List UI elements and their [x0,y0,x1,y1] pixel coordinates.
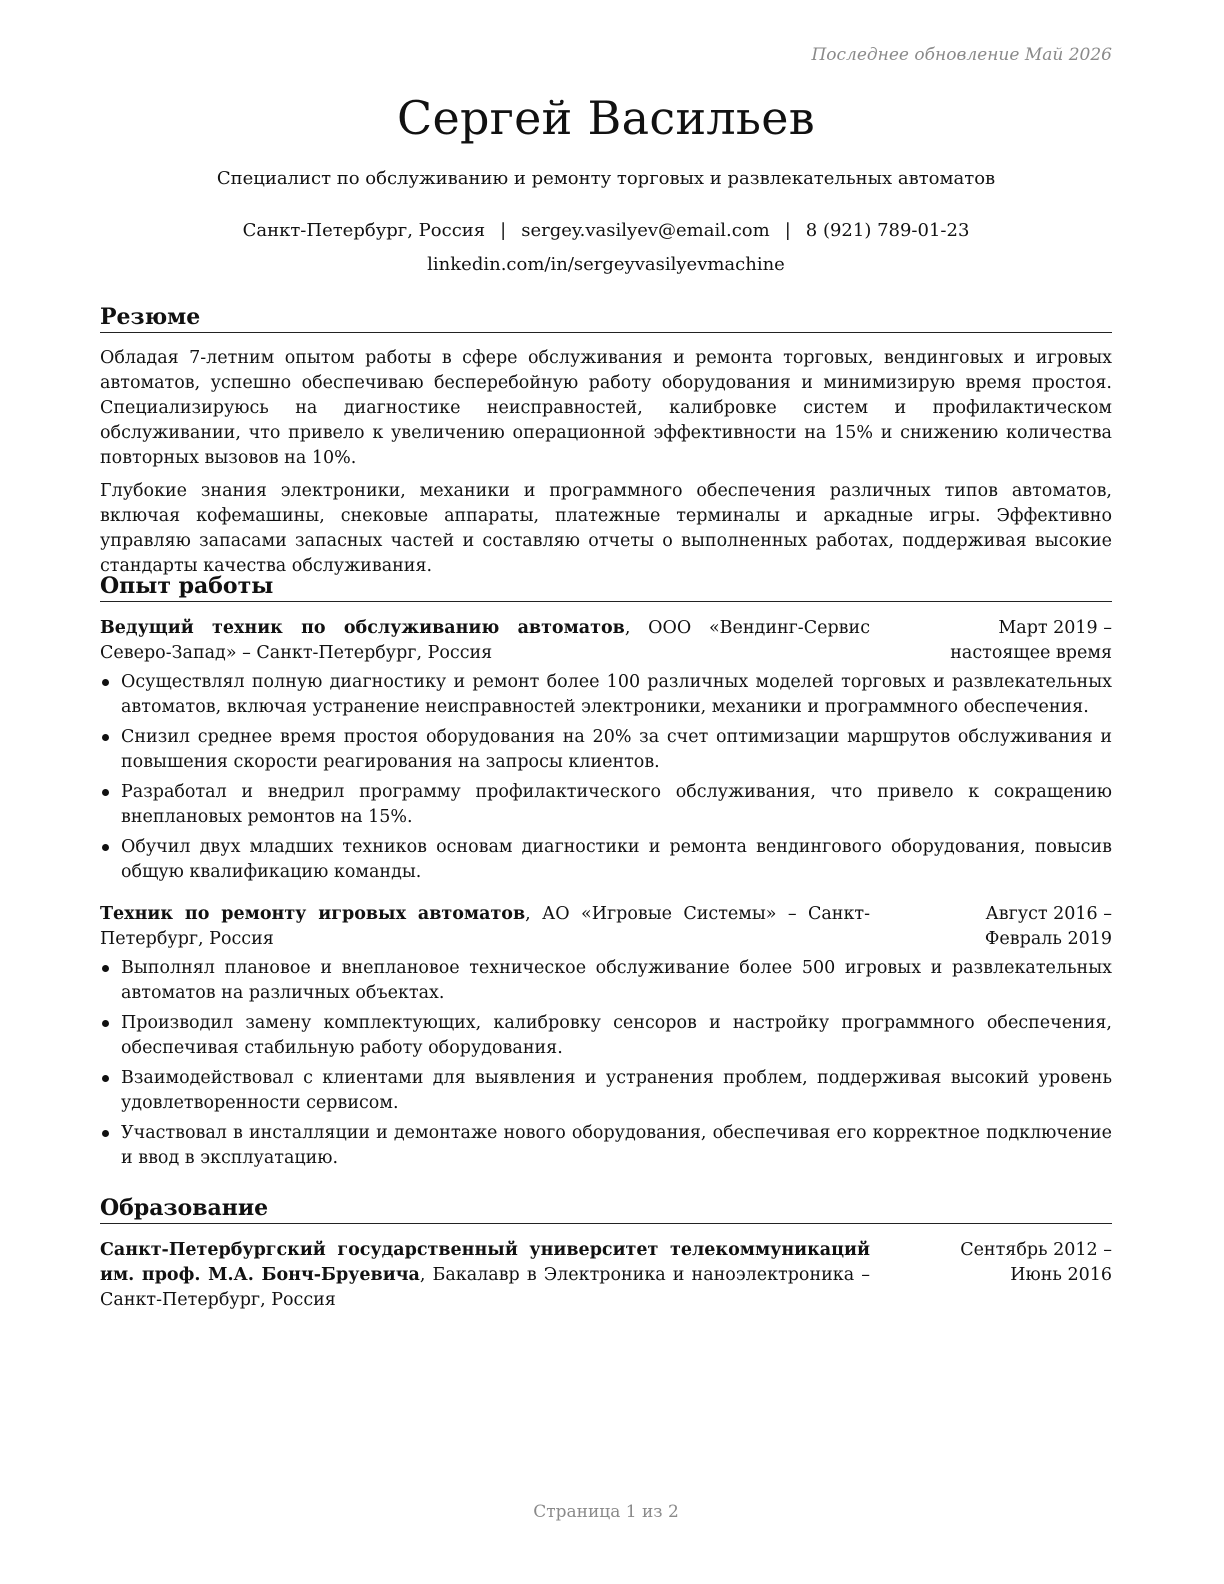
contact-location: Санкт-Петербург, Россия [242,220,486,241]
bullet-text: Производил замену комплектующих, калибровку сенсоров и настройку программного обеспечения, обеспечивая стабильную работу оборудования. [121,1013,1112,1058]
list-item [100,725,1112,775]
summary-paragraph: Глубокие знания электроники, механики и программного обеспечения различных типов автоматов, включая кофемашины, снековые аппараты, платежные терминалы и аркадные игры. Эффективно управляю запасами запасных частей и составляю отчеты о выполненных работах, поддерживая высокие стандарты качества обслуживания. [100,481,1112,576]
job-bullets [100,956,1112,1171]
job-title-line [100,902,870,952]
bullet-icon [102,679,109,686]
education-section [100,1195,1112,1313]
bullet-icon [102,1075,109,1082]
contact-separator: | [784,220,791,241]
contact-line [100,219,1112,243]
bullet-text: Снизил среднее время простоя оборудования на 20% за счет оптимизации маршрутов обслуживания и повышения скорости реагирования на запросы клиентов. [121,727,1112,772]
bullet-icon [102,1130,109,1137]
job-position: Техник по ремонту игровых автоматов [100,904,526,924]
summary-section [100,304,1112,579]
bullet-icon [102,789,109,796]
list-item [100,1066,1112,1116]
section-title-summary: Резюме [100,304,1112,333]
job-company: , ООО «Вендинг-Сервис Северо-Запад» – Санкт-Петербург, Россия [100,618,870,663]
bullet-icon [102,844,109,851]
candidate-name: Сергей Васильев [396,91,815,145]
last-updated: Последнее обновление Май 2026 [811,45,1112,65]
bullet-text: Разработал и внедрил программу профилактического обслуживания, что привело к сокращению внеплановых ремонтов на 15%. [121,782,1112,827]
list-item [100,1011,1112,1061]
job-entry [100,902,1112,1171]
contact-separator: | [500,220,507,241]
job-company: , АО «Игровые Системы» – Санкт-Петербург, Россия [100,904,870,949]
resume-page [100,0,1112,1584]
bullet-text: Обучил двух младших техников основам диагностики и ремонта вендингового оборудования, повысив общую квалификацию команды. [121,837,1112,882]
bullet-icon [102,734,109,741]
contact-linkedin[interactable]: linkedin.com/in/sergeyvasilyevmachine [427,254,785,275]
bullet-icon [102,965,109,972]
bullet-text: Осуществлял полную диагностику и ремонт более 100 различных моделей торговых и развлекательных автоматов, включая устранение неисправностей электроники, механики и программного обеспечения. [121,672,1112,717]
job-bullets [100,670,1112,885]
job-dates: Август 2016 – Февраль 2019 [984,904,1112,949]
bullet-text: Участвовал в инсталляции и демонтаже нового оборудования, обеспечивая его корректное подключение и ввод в эксплуатацию. [121,1123,1112,1168]
section-title-experience: Опыт работы [100,573,1112,602]
job-header [100,902,1112,952]
list-item [100,780,1112,830]
education-dates: Сентябрь 2012 – Июнь 2016 [960,1240,1112,1285]
job-entry [100,616,1112,885]
contact-phone: 8 (921) 789-01-23 [805,220,970,241]
education-line [100,1238,870,1313]
bullet-text: Взаимодействовал с клиентами для выявления и устранения проблем, поддерживая высокий уровень удовлетворенности сервисом. [121,1068,1112,1113]
list-item [100,956,1112,1006]
list-item [100,1121,1112,1171]
education-entry [100,1238,1112,1313]
bullet-text: Выполнял плановое и внеплановое техническое обслуживание более 500 игровых и развлекательных автоматов на различных объектах. [121,958,1112,1003]
job-dates: Март 2019 – настоящее время [950,618,1112,663]
experience-section [100,573,1112,1176]
job-title-line [100,616,870,666]
list-item [100,670,1112,720]
summary-paragraph: Обладая 7-летним опытом работы в сфере обслуживания и ремонта торговых, вендинговых и игровых автоматов, успешно обеспечиваю бесперебойную работу оборудования и минимизирую время простоя. Специализируюсь на диагностике неисправностей, калибровке систем и профилактическом обслуживании, что привело к увеличению операционной эффективности на 15% и снижению количества повторных вызовов на 10%. [100,348,1112,468]
education-details: , Бакалавр в Электроника и наноэлектроника – Санкт-Петербург, Россия [100,1265,870,1310]
page-number: Страница 1 из 2 [533,1502,679,1522]
education-institution: Санкт-Петербургский государственный университет телекоммуникаций им. проф. М.А. Бонч-Бруевича [100,1240,870,1285]
contact-email[interactable]: sergey.vasilyev@email.com [521,220,770,241]
job-position: Ведущий техник по обслуживанию автоматов [100,618,625,638]
job-header [100,616,1112,666]
section-title-education: Образование [100,1195,1112,1224]
candidate-tagline: Специалист по обслуживанию и ремонту торговых и развлекательных автоматов [216,168,996,189]
list-item [100,835,1112,885]
bullet-icon [102,1020,109,1027]
